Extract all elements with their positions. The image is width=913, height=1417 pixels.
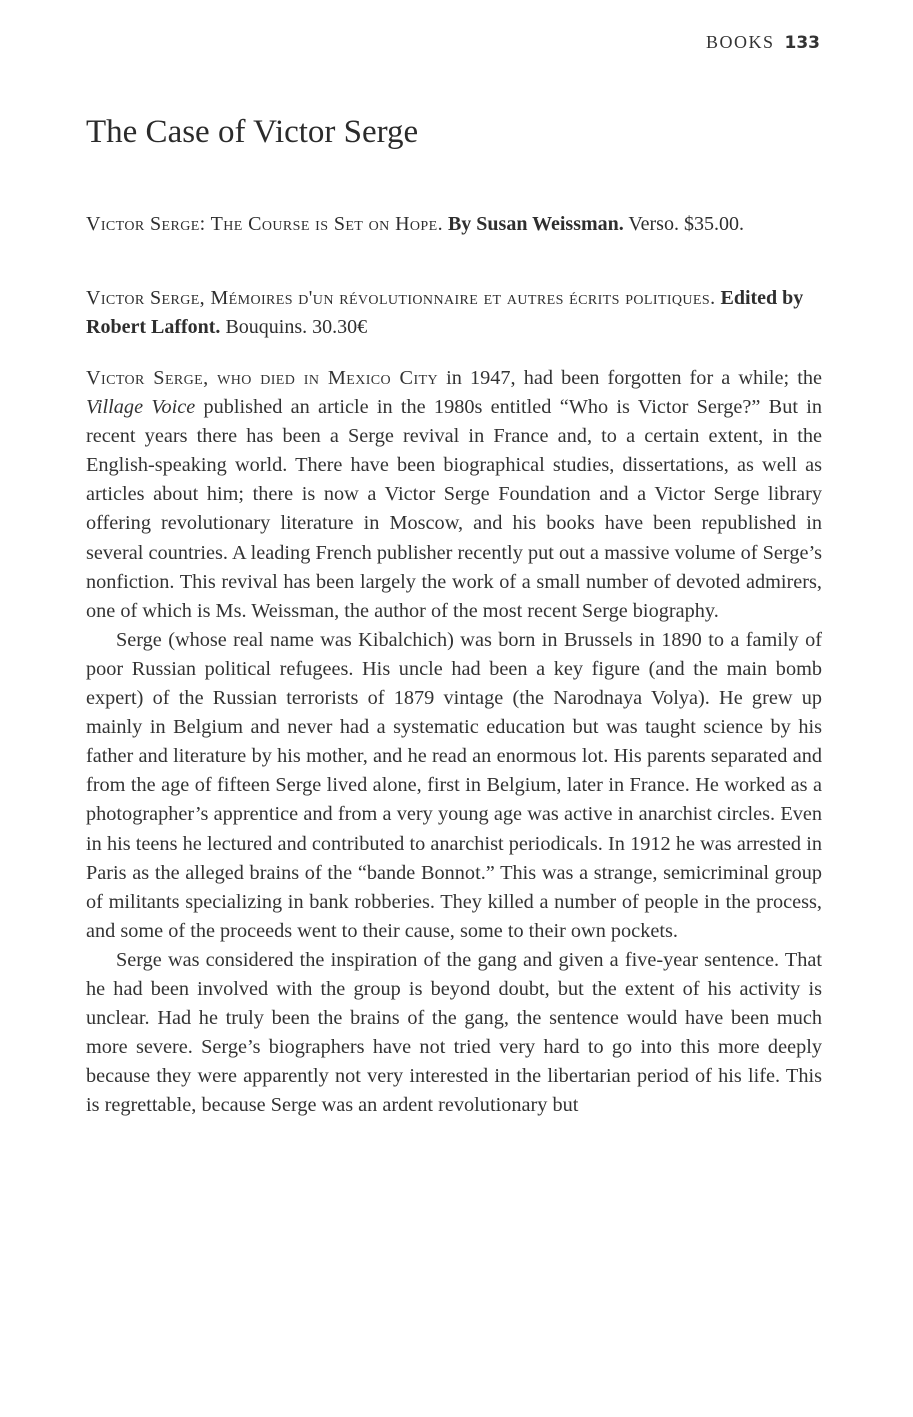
page-number: 133 [784, 33, 820, 53]
book-citation [86, 210, 822, 239]
body-paragraph [86, 364, 822, 626]
body-paragraph: Serge (whose real name was Kibalchich) was born in Brussels in 1890 to a family of poor Russian political refugees. His uncle had been a key figure (and the main bomb expert) of the Russian terrorists of 1879 vintage (the Narodnaya Volya). He grew up mainly in Belgium and never had a systematic education but was taught science by his father and literature by his mother, and he read an enormous lot. His parents separated and from the age of fifteen Serge lived alone, first in Belgium, later in France. He worked as a photographer’s apprentice and from a very young age was active in anarchist circles. Even in his teens he lectured and contributed to anarchist periodicals. In 1912 he was arrested in Paris as the alleged brains of the “bande Bonnot.” This was a strange, semicriminal group of militants specializing in bank robberies. They killed a number of people in the process, and some of the proceeds went to their cause, some to their own pockets. [86, 628, 822, 942]
article-title: The Case of Victor Serge [86, 114, 419, 150]
citation-publisher: Bouquins. [225, 316, 308, 338]
article-body [86, 364, 822, 1120]
paragraph-text: in 1947, had been forgotten for a while; the [438, 367, 822, 389]
citation-author: By Susan Weissman. [447, 213, 624, 235]
citation-book-title: Victor Serge: The Course is Set on Hope. [86, 213, 443, 235]
citation-author: Edited by Robert Laffont. [86, 287, 804, 338]
running-head [706, 32, 820, 53]
publication-name: Village Voice [86, 396, 196, 419]
body-paragraph: Serge was considered the inspiration of the gang and given a five-year sentence. That he had been involved with the group is beyond doubt, but the extent of his activity is unclear. Had he truly been the brains of the gang, the sentence would have been much more severe. Serge’s biographers have not tried very hard to go into this more deeply because they were apparently not very interested in the libertarian period of his life. This is regrettable, because Serge was an ardent revolutionary but [86, 948, 822, 1117]
citation-publisher: Verso. [628, 213, 679, 235]
citation-price: 30.30€ [312, 316, 368, 338]
paragraph-lead-in: Victor Serge, who died in Mexico City [86, 367, 438, 389]
citation-book-title: Victor Serge, Mémoires d'un révolutionnaire et autres écrits politiques. [86, 287, 716, 309]
paragraph-text: published an article in the 1980s entitled “Who is Victor Serge?” But in recent years there has been a Serge revival in France and, to a certain extent, in the English-speaking world. There have been biographical studies, dissertations, as well as articles about him; there is now a Victor Serge Foundation and a Victor Serge library offering revolutionary literature in Moscow, and his books have been republished in several countries. A leading French publisher recently put out a massive volume of Serge’s nonfiction. This revival has been largely the work of a small number of devoted admirers, one of which is Ms. Weissman, the author of the most recent Serge biography. [86, 396, 822, 622]
running-head-section: BOOKS [705, 32, 775, 52]
citation-price: $35.00. [683, 213, 744, 235]
book-citation [86, 284, 822, 342]
